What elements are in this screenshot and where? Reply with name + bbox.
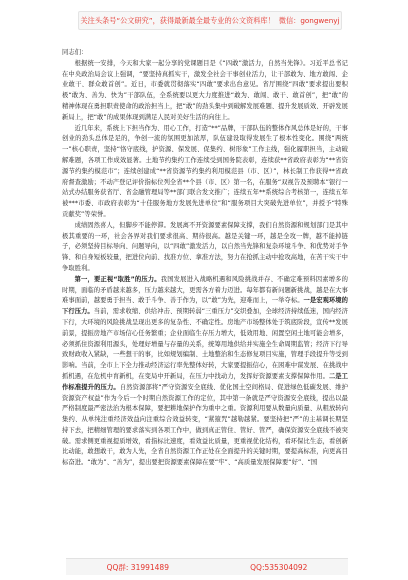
- banner-wechat: 微信：gongwenyj: [278, 16, 340, 25]
- paragraph-text: 成绩固然喜人，但脚步不能停滞。发展离不开资源要素保障支撑，我们自然资源和规划部门是其中极其重要的一环，社会各界对我们要求很高、期待很高。越是关键一环，越是全攻一牌，越不能掉链子，必须坚持目标导向、问题导向，以“四敢”激发活力，以自然当先锋和复杂环境斗争、和优势对手争锋、和自身短板较量，把进位向前、找准方位、拿准方法，努力在抢抓主动中抢攻高地，在苦干实干中争取胜利。: [62, 221, 348, 272]
- paragraph-text: 自然资源部将“严守资源安全底线、优化国土空间格局、促进绿色低碳发展、维护资源资产权益”作为今后一个时期自然资源工作的定位，其中第一条就是严守资源安全底线，提出以最严格制度最严密法治为根本保障，要把耕地保护作为重中之重。资源利用要从数量向质量、从粗放转向集约、从单纯注重经济效益向注重综合效益转变，“紧箍咒”越勒越紧。要坚持把“严”的主基调长期坚持下去，把精细管理的要求落实到各项工作中，做到真正管住、管好、管严，确保资源安全底线不被突破。需求侧更重视提质增效，看指标比速度，看效益比质量，更重视优化结构，看环保比生态，看创新比动能，敢想敢干，敢为人先，全省自然资源工作正处在全面提升的关键时期，要提高标准，向更高目标奋进。“敢为”、“善为”，提出要把资源要素保障在要“牢”、“高质量发展保障要“好”、“国: [62, 383, 348, 467]
- paragraph-text: 近几年来，系统上下担当作为、用心工作，打造“**”品牌，干部队伍的整体作风总体是好的，干事创业的劲头总体是足的，争创一流的氛围更加浓厚，队伍建设取得发展生了根本性变化。围绕“两统一”核心职责，坚持“恪守底线，护资源、保发展、促集约、树形象”工作主线，强化履职担当，主动破解难题，各项工作成效显著。土地节约集约工作连续受到国务院表彰，连续获**省政府表彰为“**省资源节约集约模范市”；连续创建成“**省资源节约集约利用模范县（市、区）”，林长制工作获得**省政府督查激励；不动产登记评价指标位列全省**个县（市、区）第一名，在服务“双视告及预聘本”银行一站式办结服务获省厅、省金融管理局等**部门联合发文推广；连续五年**系统综合考核第一，连续五年被***市委、市政府表彰为“十佳服务地方发展先进单位”和“服务项目大突破先进单位”，并授予“特殊贡献奖”等荣誉。: [62, 124, 348, 218]
- paragraph: [62, 275, 348, 469]
- section-subheading: 二是工作标准提升的压力。: [62, 372, 348, 391]
- footer-qq: QQ:535304092: [250, 562, 308, 572]
- footer-qq-group: QQ群: 31991489: [106, 562, 169, 572]
- paragraph-text: 我国发展进入战略机遇和风险挑战并存、不确定难预料因素增多的时期，面临的矛盾越来越多，压力越来越大，更需各方着力迈进。每年都有新问题新挑战，越是在大事难事面前，越要勇于担当、敢于斗争、善于作为，以“敢”为先，迎难而上，一举夺标。: [62, 275, 348, 305]
- paragraph-text: 当前，需求收缩、供给冲击、预期转弱“三重压力”交织叠加，全球经济持续低迷，国内经济下行，大环境的风险挑战呈现出更多的复杂性、不确定性。房地产市场整体处于筑底阶段，宣传**发展前景，提振房地产市场信心任务繁重；企业面临生存压力增大，低效用地、闲置空闲土地可能会增多，必须抓住资源利用源头，处理好增量与存量的关系，统筹用地供给并实施全生命周期监管；经济下行导致财政收入紧缺，一些想干的事，比如规划编制、土地整治和生态修复项目实施，管理手段提升等受到影响。当前，全市上下全力推动经济运行率先整体好转，大家要提振信心，在困难中谋发展、在挑战中抓机遇，在危机中育新机，在变局中开新局，在压力中找动力，发挥好资源要素支撑保障作用。: [62, 308, 348, 380]
- paragraph-text: 根据统一安排，今天和大家一起分享的党课题目是《“四敢”激活力，自然当先锋》。习近平总书记在中央政治局会议上强调，“要坚持真抓实干，激发全社会干事创业活力，让干部敢为、地方敢闯、企业敢干、群众敢首创”。近日，市委就贯彻落实“四敢”要求出台意见。省厅围绕“四敢”要求提出要积极“敢为、善为、快为”干部队伍，全系统要以更大力度推进“敢为、敢闯、敢干、敢首创”，把“敢”的精神体现在勇担职责使命的政治担当上，把“敢”的劲头集中到破解发展难题、提升发展质效、开辟发展新局上，把“敢”的成果体现到满足人民对美好生活的向往上。: [62, 59, 348, 121]
- paragraph: [62, 221, 348, 275]
- section-heading: 第一，要正视“取胜”的压力。: [74, 275, 161, 283]
- paragraph: [62, 59, 348, 124]
- paragraph: [62, 124, 348, 221]
- document-body: [62, 48, 348, 548]
- banner-slogan: 关注头条号“公文研究”，获得最新最全最专业的公文资料库！: [80, 16, 275, 25]
- salutation: 同志们：: [62, 49, 88, 56]
- footer-contact-bar: [66, 558, 348, 575]
- header-banner: [78, 11, 342, 30]
- section-subheading: 一是宏观环境的下行压力。: [62, 297, 348, 316]
